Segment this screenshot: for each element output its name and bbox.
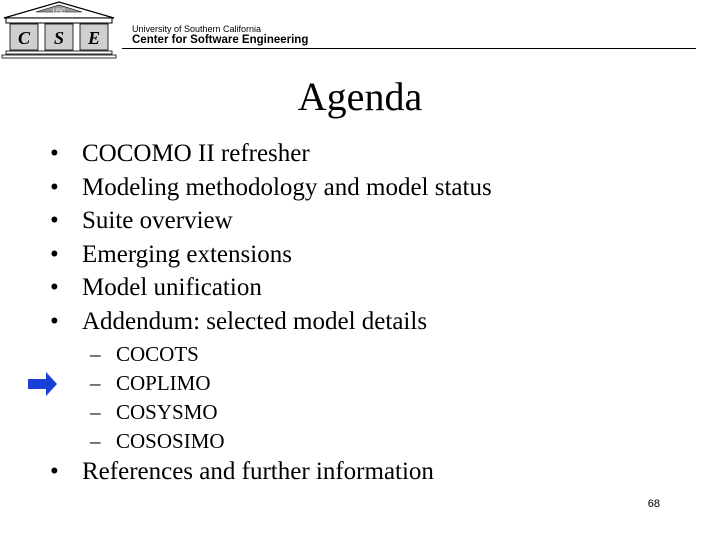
- agenda-item: [50, 204, 492, 238]
- dash-icon: –: [90, 400, 101, 424]
- bullet-icon: •: [50, 274, 59, 301]
- right-arrow-icon: [28, 370, 58, 398]
- bullet-icon: •: [50, 240, 59, 268]
- subitem: [90, 427, 225, 456]
- agenda-item-label: Suite overview: [82, 207, 233, 234]
- logo-letter-s: S: [53, 28, 65, 48]
- bullet-icon: •: [50, 140, 59, 167]
- header-text: [132, 24, 308, 47]
- logo-banner: USC: [52, 9, 66, 15]
- slide-title: Agenda: [297, 74, 423, 119]
- references-label: References and further information: [82, 458, 434, 485]
- arrow-shape: [28, 372, 57, 396]
- subitem-label: COPLIMO: [116, 371, 211, 395]
- bullet-icon: •: [50, 307, 59, 335]
- agenda-item-label: Modeling methodology and model status: [82, 173, 492, 201]
- agenda-item: [50, 137, 492, 171]
- subitem-label: COSYSMO: [116, 400, 218, 424]
- agenda-item: [50, 238, 492, 272]
- subitem-label: COSOSIMO: [116, 429, 225, 453]
- bullet-icon: •: [50, 207, 59, 234]
- references-item: [50, 455, 434, 489]
- addendum-sublist: [90, 340, 225, 456]
- center-name: Center for Software Engineering: [132, 34, 309, 46]
- bullet-icon: •: [50, 458, 59, 485]
- subitem: [90, 340, 225, 369]
- logo-letter-c: C: [17, 28, 31, 48]
- dash-icon: –: [90, 371, 101, 395]
- agenda-list: [50, 137, 492, 338]
- agenda-item-label: Emerging extensions: [82, 240, 292, 268]
- agenda-item: [50, 305, 492, 339]
- agenda-item-label: Addendum: selected model details: [82, 307, 428, 335]
- header-divider: [122, 48, 696, 49]
- subitem: [90, 398, 225, 427]
- agenda-item-label: COCOMO II refresher: [82, 140, 310, 167]
- agenda-item: [50, 171, 492, 205]
- agenda-item-label: Model unification: [82, 274, 262, 301]
- university-name: University of Southern California: [132, 24, 262, 34]
- subitem-label: COCOTS: [116, 342, 199, 366]
- cse-logo: [0, 0, 118, 62]
- page-number: 68: [647, 498, 660, 510]
- dash-icon: –: [90, 342, 101, 366]
- agenda-item: [50, 271, 492, 305]
- logo-letter-e: E: [87, 28, 101, 48]
- bullet-icon: •: [50, 173, 59, 201]
- dash-icon: –: [90, 429, 101, 453]
- subitem: [90, 369, 225, 398]
